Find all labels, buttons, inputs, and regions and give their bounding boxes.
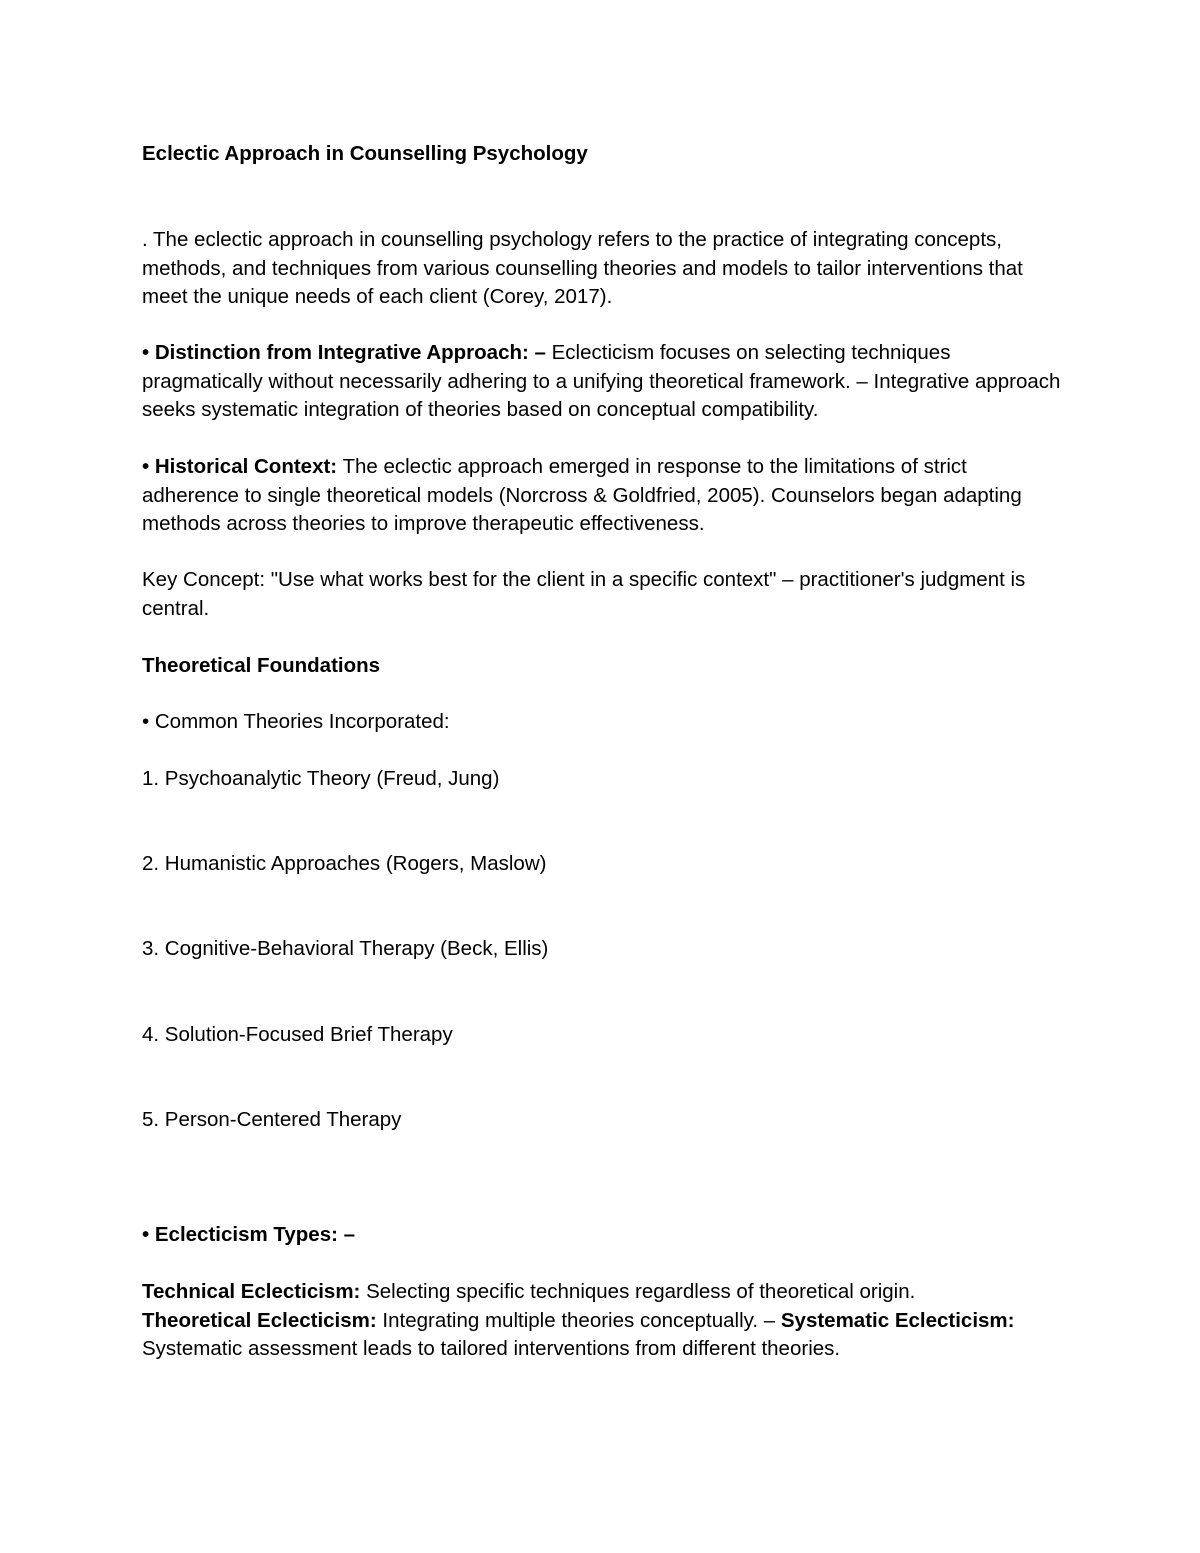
types-heading: • Eclecticism Types: – [142,1223,356,1246]
document-title: Eclectic Approach in Counselling Psychology [142,142,588,165]
distinction-paragraph [142,339,1062,425]
theory-list-item: 5. Person-Centered Therapy [142,1108,402,1131]
key-concept-paragraph: Key Concept: "Use what works best for the client in a specific context" – practitioner's judgment is central. [142,568,1026,620]
systematic-text: Systematic assessment leads to tailored interventions from different theories. [142,1337,841,1360]
theoretical-label: Theoretical Eclecticism: [142,1308,377,1332]
technical-label: Technical Eclecticism: [142,1280,361,1303]
distinction-text: Eclecticism focuses on selecting techniques pragmatically without necessarily adhering to a unifying theoretical framework. – Integrative approach seeks systematic integration of theories based on conceptual compatibility. [142,341,1061,421]
theory-list-item: 2. Humanistic Approaches (Rogers, Maslow) [142,852,547,875]
foundations-heading: Theoretical Foundations [142,654,381,677]
systematic-label: Systematic Eclecticism: [780,1308,1015,1332]
technical-text: Selecting specific techniques regardless of theoretical origin. [360,1280,916,1303]
historical-text: The eclectic approach emerged in response to the limitations of strict adherence to single theoretical models (Norcross & Goldfried, 2005). Counselors began adapting methods across theories to improve therapeutic effectiveness. [142,455,1022,535]
historical-paragraph [142,453,1062,539]
theory-list-item: 1. Psychoanalytic Theory (Freud, Jung) [142,767,500,790]
historical-label: • Historical Context: [142,455,338,478]
theory-list-item: 4. Solution-Focused Brief Therapy [142,1023,453,1046]
theory-list-item: 3. Cognitive-Behavioral Therapy (Beck, Ellis) [142,937,549,960]
types-paragraph [142,1278,1062,1364]
distinction-label: • Distinction from Integrative Approach: – [142,341,546,364]
common-theories-label: • Common Theories Incorporated: [142,710,450,733]
theoretical-text: Integrating multiple theories conceptually. – [376,1308,781,1332]
intro-paragraph: . The eclectic approach in counselling psychology refers to the practice of integrating concepts, methods, and techniques from various counselling theories and models to tailor interventions that meet the unique needs of each client (Corey, 2017). [142,228,1023,308]
